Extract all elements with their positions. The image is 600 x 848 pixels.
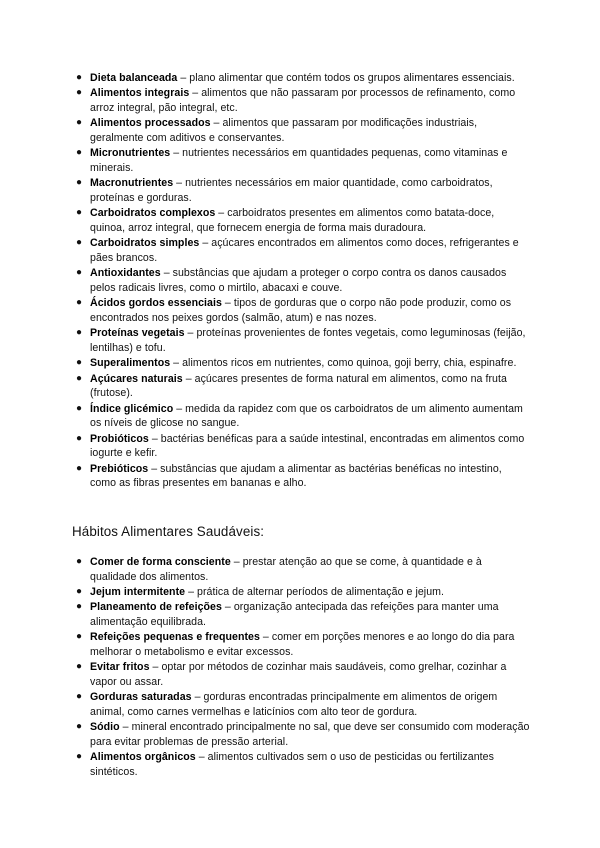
list-item-term: Sódio	[90, 721, 120, 734]
list-item-term: Proteínas vegetais	[90, 327, 185, 340]
list-item-description: – proteínas provenientes de fontes vegetais, como leguminosas (feijão, lentilhas) e tofu.	[90, 327, 526, 354]
list-item	[76, 116, 530, 145]
list-item-term: Dieta balanceada	[90, 72, 178, 84]
list-item-term: Carboidratos complexos	[90, 207, 216, 220]
bullet-icon: ●	[76, 721, 83, 733]
list-item-description: – organização antecipada das refeições para manter uma alimentação equilibrada.	[90, 601, 499, 628]
list-item-description: – gorduras encontradas principalmente em alimentos de origem animal, como carnes vermelhas e laticínios com alto teor de gordura.	[90, 691, 498, 718]
list-item	[76, 86, 530, 115]
list-item	[76, 146, 530, 175]
bullet-icon: ●	[76, 585, 83, 597]
list-item	[76, 720, 530, 749]
list-item-term: Açúcares naturais	[90, 372, 183, 385]
list-item-description: – comer em porções menores e ao longo do dia para melhorar o metabolismo e evitar excessos.	[90, 631, 515, 658]
bullet-icon: ●	[76, 87, 83, 99]
bullet-icon: ●	[76, 147, 83, 159]
list-item	[76, 690, 530, 719]
list-item-description: – prática de alternar períodos de alimentação e jejum.	[185, 585, 445, 598]
habits-list	[76, 555, 530, 780]
bullet-icon: ●	[76, 556, 83, 567]
list-item	[76, 555, 530, 584]
bullet-icon: ●	[76, 661, 83, 673]
bullet-icon: ●	[76, 297, 83, 309]
list-item-description: – nutrientes necessários em maior quantidade, como carboidratos, proteínas e gorduras.	[90, 177, 493, 204]
list-item	[76, 630, 530, 659]
list-item	[76, 266, 530, 295]
list-item-description: – optar por métodos de cozinhar mais saudáveis, como grelhar, cozinhar a vapor ou assar.	[90, 661, 507, 688]
list-item-description: – tipos de gorduras que o corpo não pode produzir, como os encontrados nos peixes gordos (salmão, atum) e nas nozes.	[90, 297, 512, 324]
bullet-icon: ●	[76, 267, 83, 279]
list-item-description: – medida da rapidez com que os carboidratos de um alimento aumentam os níveis de glicose no sangue.	[90, 402, 523, 430]
list-item-description: – açúcares presentes de forma natural em alimentos, como na fruta (frutose).	[90, 372, 507, 400]
list-item-term: Gorduras saturadas	[90, 691, 192, 704]
list-item-term: Evitar fritos	[90, 661, 150, 674]
bullet-icon: ●	[76, 207, 83, 219]
list-item	[76, 585, 530, 600]
list-item-term: Alimentos processados	[90, 117, 211, 130]
list-item-term: Índice glicémico	[90, 402, 174, 415]
list-item-term: Micronutrientes	[90, 147, 171, 160]
bullet-icon: ●	[76, 72, 83, 83]
list-item-term: Antioxidantes	[90, 267, 161, 280]
list-item-term: Alimentos orgânicos	[90, 751, 196, 764]
bullet-icon: ●	[76, 372, 83, 384]
terms-list	[76, 71, 530, 492]
list-item-description: – alimentos cultivados sem o uso de pesticidas ou fertilizantes sintéticos.	[90, 751, 494, 778]
list-item-description: – substâncias que ajudam a proteger o corpo contra os danos causados pelos radicais livres, como o mirtilo, abacaxi e couve.	[90, 267, 507, 294]
bullet-icon: ●	[76, 402, 83, 414]
list-item	[76, 600, 530, 629]
list-item-term: Jejum intermitente	[90, 585, 186, 598]
list-item-description: – nutrientes necessários em quantidades pequenas, como vitaminas e minerais.	[90, 147, 508, 174]
bullet-icon: ●	[76, 631, 83, 643]
list-item-description: – prestar atenção ao que se come, à quantidade e à qualidade dos alimentos.	[90, 556, 482, 583]
list-item-description: – mineral encontrado principalmente no sal, que deve ser consumido com moderação para evitar problemas de pressão arterial.	[90, 721, 530, 748]
bullet-icon: ●	[76, 357, 83, 369]
list-item	[76, 402, 530, 431]
list-item	[76, 296, 530, 325]
list-item-term: Comer de forma consciente	[90, 556, 231, 568]
list-item-term: Alimentos integrais	[90, 87, 190, 100]
list-item	[76, 356, 530, 371]
list-item-term: Prebióticos	[90, 462, 149, 475]
list-item-term: Ácidos gordos essenciais	[90, 297, 222, 310]
bullet-icon: ●	[76, 432, 83, 444]
bullet-icon: ●	[76, 691, 83, 703]
bullet-icon: ●	[76, 462, 83, 474]
list-item-term: Probióticos	[90, 432, 149, 445]
list-item-description: – alimentos que passaram por modificações industriais, geralmente com aditivos e conservantes.	[90, 117, 478, 144]
list-item-term: Planeamento de refeições	[90, 601, 222, 614]
list-item-description: – alimentos ricos em nutrientes, como quinoa, goji berry, chia, espinafre.	[170, 357, 517, 370]
section-heading: Hábitos Alimentares Saudáveis:	[72, 524, 265, 539]
list-item	[76, 660, 530, 689]
list-item	[76, 326, 530, 355]
list-item	[76, 750, 530, 779]
list-item-description: – plano alimentar que contém todos os grupos alimentares essenciais.	[177, 72, 515, 84]
list-item-term: Superalimentos	[90, 357, 171, 370]
list-item-term: Refeições pequenas e frequentes	[90, 631, 260, 644]
bullet-icon: ●	[76, 177, 83, 189]
bullet-icon: ●	[76, 751, 83, 763]
list-item	[76, 372, 530, 401]
list-item-description: – substâncias que ajudam a alimentar as bactérias benéficas no intestino, como as fibras presentes em bananas e alho.	[90, 462, 502, 490]
list-item	[76, 432, 530, 461]
bullet-icon: ●	[76, 327, 83, 339]
bullet-icon: ●	[76, 237, 83, 249]
bullet-icon: ●	[76, 117, 83, 129]
list-item	[76, 462, 530, 491]
list-item-description: – carboidratos presentes em alimentos como batata-doce, quinoa, arroz integral, que fornecem energia de forma mais duradoura.	[90, 207, 495, 234]
bullet-icon: ●	[76, 601, 83, 613]
list-item	[76, 176, 530, 205]
list-item	[76, 71, 530, 86]
list-item	[76, 206, 530, 235]
list-item-description: – açúcares encontrados em alimentos como doces, refrigerantes e pães brancos.	[90, 237, 519, 264]
list-item	[76, 236, 530, 265]
list-item-description: – bactérias benéficas para a saúde intestinal, encontradas em alimentos como iogurte e kefir.	[90, 432, 525, 460]
list-item-term: Macronutrientes	[90, 177, 174, 190]
list-item-term: Carboidratos simples	[90, 237, 200, 250]
list-item-description: – alimentos que não passaram por processos de refinamento, como arroz integral, pão integral, etc.	[90, 87, 516, 114]
